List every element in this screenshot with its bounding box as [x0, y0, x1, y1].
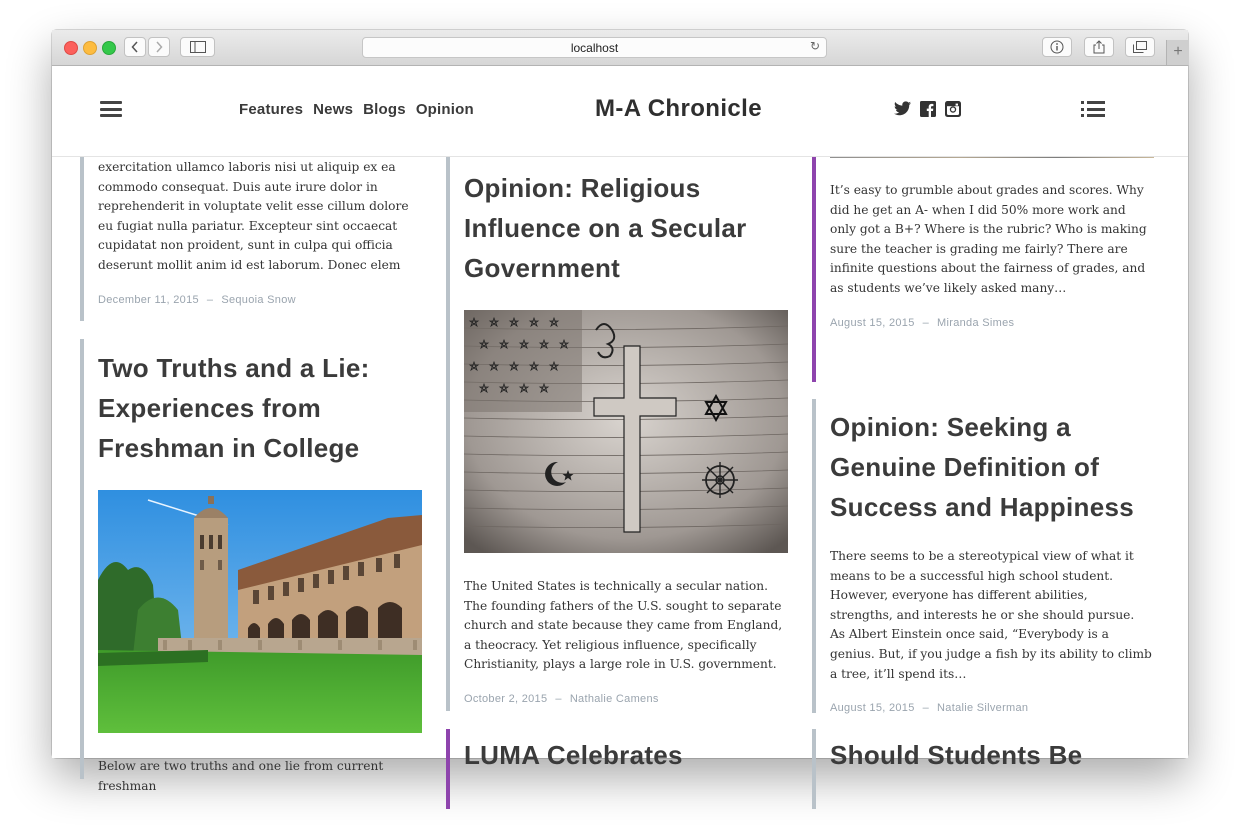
nav-features[interactable]: Features [239, 101, 304, 118]
minimize-window-button[interactable] [83, 41, 97, 55]
article-card[interactable] [80, 339, 420, 793]
article-excerpt: The United States is technically a secular nation. The founding fathers of the U.S. sought to separate church and state because they came from England, a theocracy. Yet religious influence, specifically Christianity, plays a large role in U.S. government. [464, 579, 783, 672]
share-button[interactable] [1084, 37, 1114, 57]
article-date: October 2, 2015 [464, 692, 548, 705]
article-excerpt: It’s easy to grumble about grades and scores. Why did he get an A- when I did 50% more work and only got a B+? Where is the rubric? Who is making sure the teacher is grading me fairly? There are infinite questions about the fairness of grades, and as students we’ve likely asked many… [830, 183, 1147, 295]
article-card[interactable] [446, 156, 786, 711]
nav-blogs[interactable]: Blogs [363, 101, 406, 118]
chevron-left-icon [131, 41, 139, 53]
forward-button[interactable] [148, 37, 170, 57]
article-title[interactable]: LUMA Celebrates [464, 740, 683, 770]
back-button[interactable] [124, 37, 146, 57]
zoom-window-button[interactable] [102, 41, 116, 55]
reload-icon[interactable]: ↻ [809, 39, 820, 53]
url-text: localhost [570, 40, 619, 55]
list-menu-icon[interactable] [1081, 101, 1105, 117]
sidebar-toggle-button[interactable] [180, 37, 215, 57]
article-excerpt: Below are two truths and one lie from current freshman [98, 759, 384, 793]
article-date: August 15, 2015 [830, 702, 915, 715]
browser-window [52, 30, 1188, 793]
article-author[interactable]: Nathalie Camens [569, 692, 659, 705]
meta-separator: – [922, 316, 930, 329]
article-date: August 15, 2015 [830, 316, 915, 329]
religious-flag-drawing-image [464, 310, 788, 553]
article-title[interactable]: Opinion: Seeking a Genuine Definition of Success and Happiness [830, 412, 1134, 522]
article-excerpt: exercitation ullamco laboris nisi ut aliquip ex ea commodo consequat. Duis aute irure dolor in reprehenderit in voluptate velit esse cillum dolore eu fugiat nulla pariatur. Excepteur sint occaecat cupidatat non proident, sunt in culpa qui officia deserunt mollit anim id est laborum. Donec elem [98, 160, 409, 272]
article-card[interactable] [812, 729, 1152, 809]
nav-news[interactable]: News [313, 101, 354, 118]
article-author[interactable]: Miranda Simes [937, 316, 1015, 329]
article-card[interactable] [80, 156, 420, 321]
share-icon [1093, 40, 1105, 54]
web-page [52, 66, 1188, 793]
info-icon [1050, 40, 1064, 54]
article-meta [830, 317, 1152, 329]
article-title[interactable]: Opinion: Religious Influence on a Secular Government [464, 173, 747, 283]
article-card[interactable] [812, 136, 1152, 382]
article-author[interactable]: Natalie Silverman [937, 702, 1029, 715]
new-tab-button[interactable]: + [1166, 40, 1189, 65]
instagram-icon[interactable] [945, 101, 961, 117]
close-window-button[interactable] [64, 41, 78, 55]
nav-opinion[interactable]: Opinion [415, 101, 474, 118]
stanford-campus-image [98, 490, 422, 733]
meta-separator: – [555, 692, 562, 705]
facebook-icon[interactable] [920, 101, 936, 117]
address-bar[interactable] [362, 37, 827, 58]
article-author[interactable]: Sequoia Snow [221, 293, 296, 306]
article-card[interactable] [446, 729, 786, 809]
browser-toolbar [52, 30, 1188, 66]
sidebar-icon [190, 41, 206, 53]
chevron-right-icon [155, 41, 163, 53]
site-header [52, 66, 1188, 157]
site-logo[interactable]: M-A Chronicle [595, 95, 762, 122]
tabs-icon [1133, 41, 1147, 53]
tabs-overview-button[interactable] [1125, 37, 1155, 57]
article-image-religious-flag-drawing[interactable] [464, 310, 788, 553]
article-meta [830, 702, 1152, 714]
article-excerpt: There seems to be a stereotypical view of what it means to be a successful high school student. However, everyone has different abilities, strengths, and interests he or she should pursue. As Albert Einstein once said, “Everybody is a genius. But, if you judge a fish by its ability to climb a tree, it’ll spend its… [830, 549, 1152, 681]
meta-separator: – [206, 293, 214, 306]
hamburger-menu-icon[interactable] [100, 101, 122, 117]
meta-separator: – [922, 702, 930, 715]
social-links [894, 101, 961, 117]
primary-nav [239, 101, 474, 118]
reader-info-button[interactable] [1042, 37, 1072, 57]
article-date: December 11, 2015 [98, 293, 199, 306]
article-meta [464, 693, 786, 705]
article-title[interactable]: Should Students Be [830, 740, 1083, 770]
article-card[interactable] [812, 399, 1152, 713]
article-image-stanford-tower[interactable] [98, 490, 422, 733]
twitter-icon[interactable] [894, 101, 911, 116]
article-title[interactable]: Two Truths and a Lie: Experiences from Freshman in College [98, 353, 370, 463]
article-meta [98, 294, 420, 306]
